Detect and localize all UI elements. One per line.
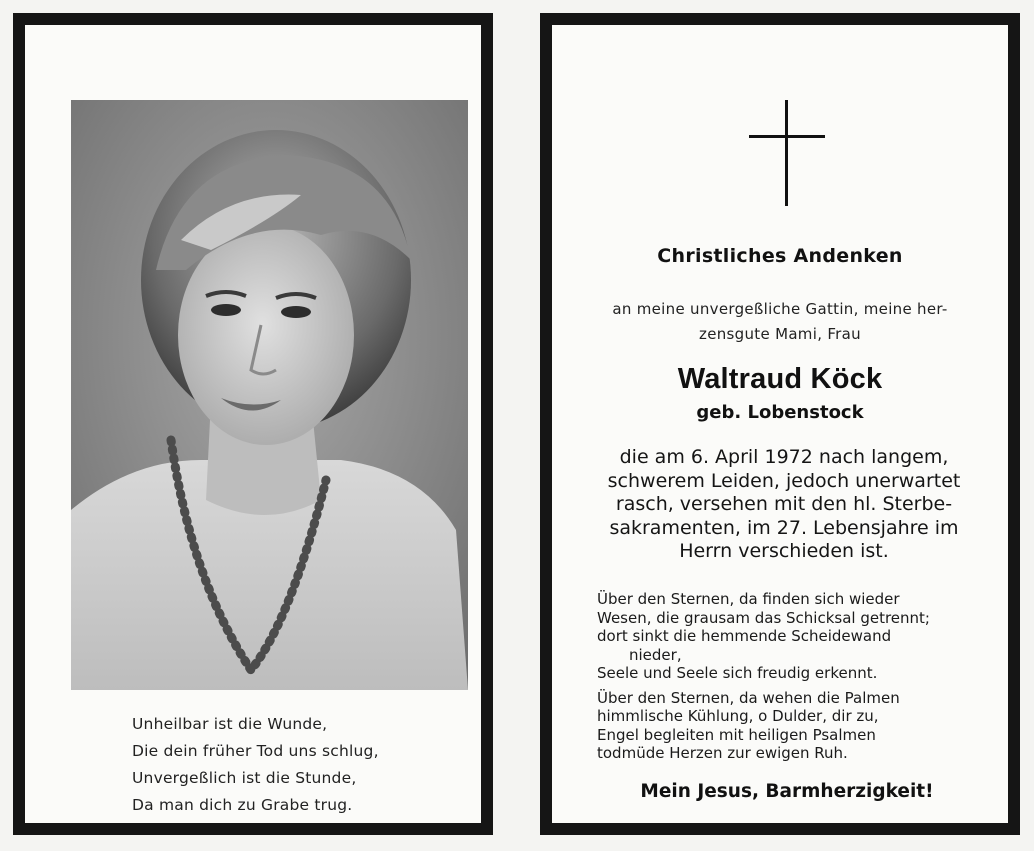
- cross-icon: [749, 100, 825, 206]
- poem-line: todmüde Herzen zur ewigen Ruh.: [597, 744, 848, 762]
- left-poem-line: Unvergeßlich ist die Stunde,: [132, 769, 357, 787]
- portrait-photo: [71, 100, 468, 690]
- death-notice-text: [574, 446, 994, 564]
- deceased-name: Waltraud Köck: [677, 363, 883, 395]
- left-poem-line: Da man dich zu Grabe trug.: [132, 796, 353, 814]
- left-poem-line: Die dein früher Tod uns schlug,: [132, 742, 379, 760]
- left-poem: [132, 711, 472, 819]
- intro-text: [580, 297, 980, 347]
- poem-line: dort sinkt die hemmende Scheidewand: [597, 627, 892, 645]
- body-line: rasch, versehen mit den hl. Sterbe-: [615, 493, 953, 515]
- body-line: sakramenten, im 27. Lebensjahre im: [609, 516, 959, 539]
- poem-line: Engel begleiten mit heiligen Psalmen: [597, 725, 876, 744]
- body-line: Herrn verschieden ist.: [679, 540, 889, 562]
- poem-line: Seele und Seele sich freudig erkennt.: [597, 664, 878, 682]
- body-line: die am 6. April 1972 nach langem,: [619, 446, 949, 468]
- poem-line: Wesen, die grausam das Schicksal getrennt;: [597, 608, 930, 627]
- right-poem: [597, 590, 997, 763]
- poem-line: himmlische Kühlung, o Dulder, dir zu,: [597, 707, 879, 725]
- memorial-card-right: [540, 13, 1020, 835]
- intro-line: an meine unvergeßliche Gattin, meine her-: [612, 300, 948, 318]
- memorial-card-left: [13, 13, 493, 835]
- intro-line: zensgute Mami, Frau: [699, 325, 861, 343]
- poem-line: nieder,: [629, 645, 682, 664]
- body-line: schwerem Leiden, jedoch unerwartet: [607, 469, 961, 492]
- closing-prayer: Mein Jesus, Barmherzigkeit!: [640, 781, 934, 802]
- card-heading: Christliches Andenken: [657, 245, 903, 267]
- birth-name: geb. Lobenstock: [696, 402, 864, 423]
- left-poem-line: Unheilbar ist die Wunde,: [132, 715, 328, 733]
- poem-line: Über den Sternen, da finden sich wieder: [597, 590, 900, 608]
- poem-line: Über den Sternen, da wehen die Palmen: [597, 688, 900, 707]
